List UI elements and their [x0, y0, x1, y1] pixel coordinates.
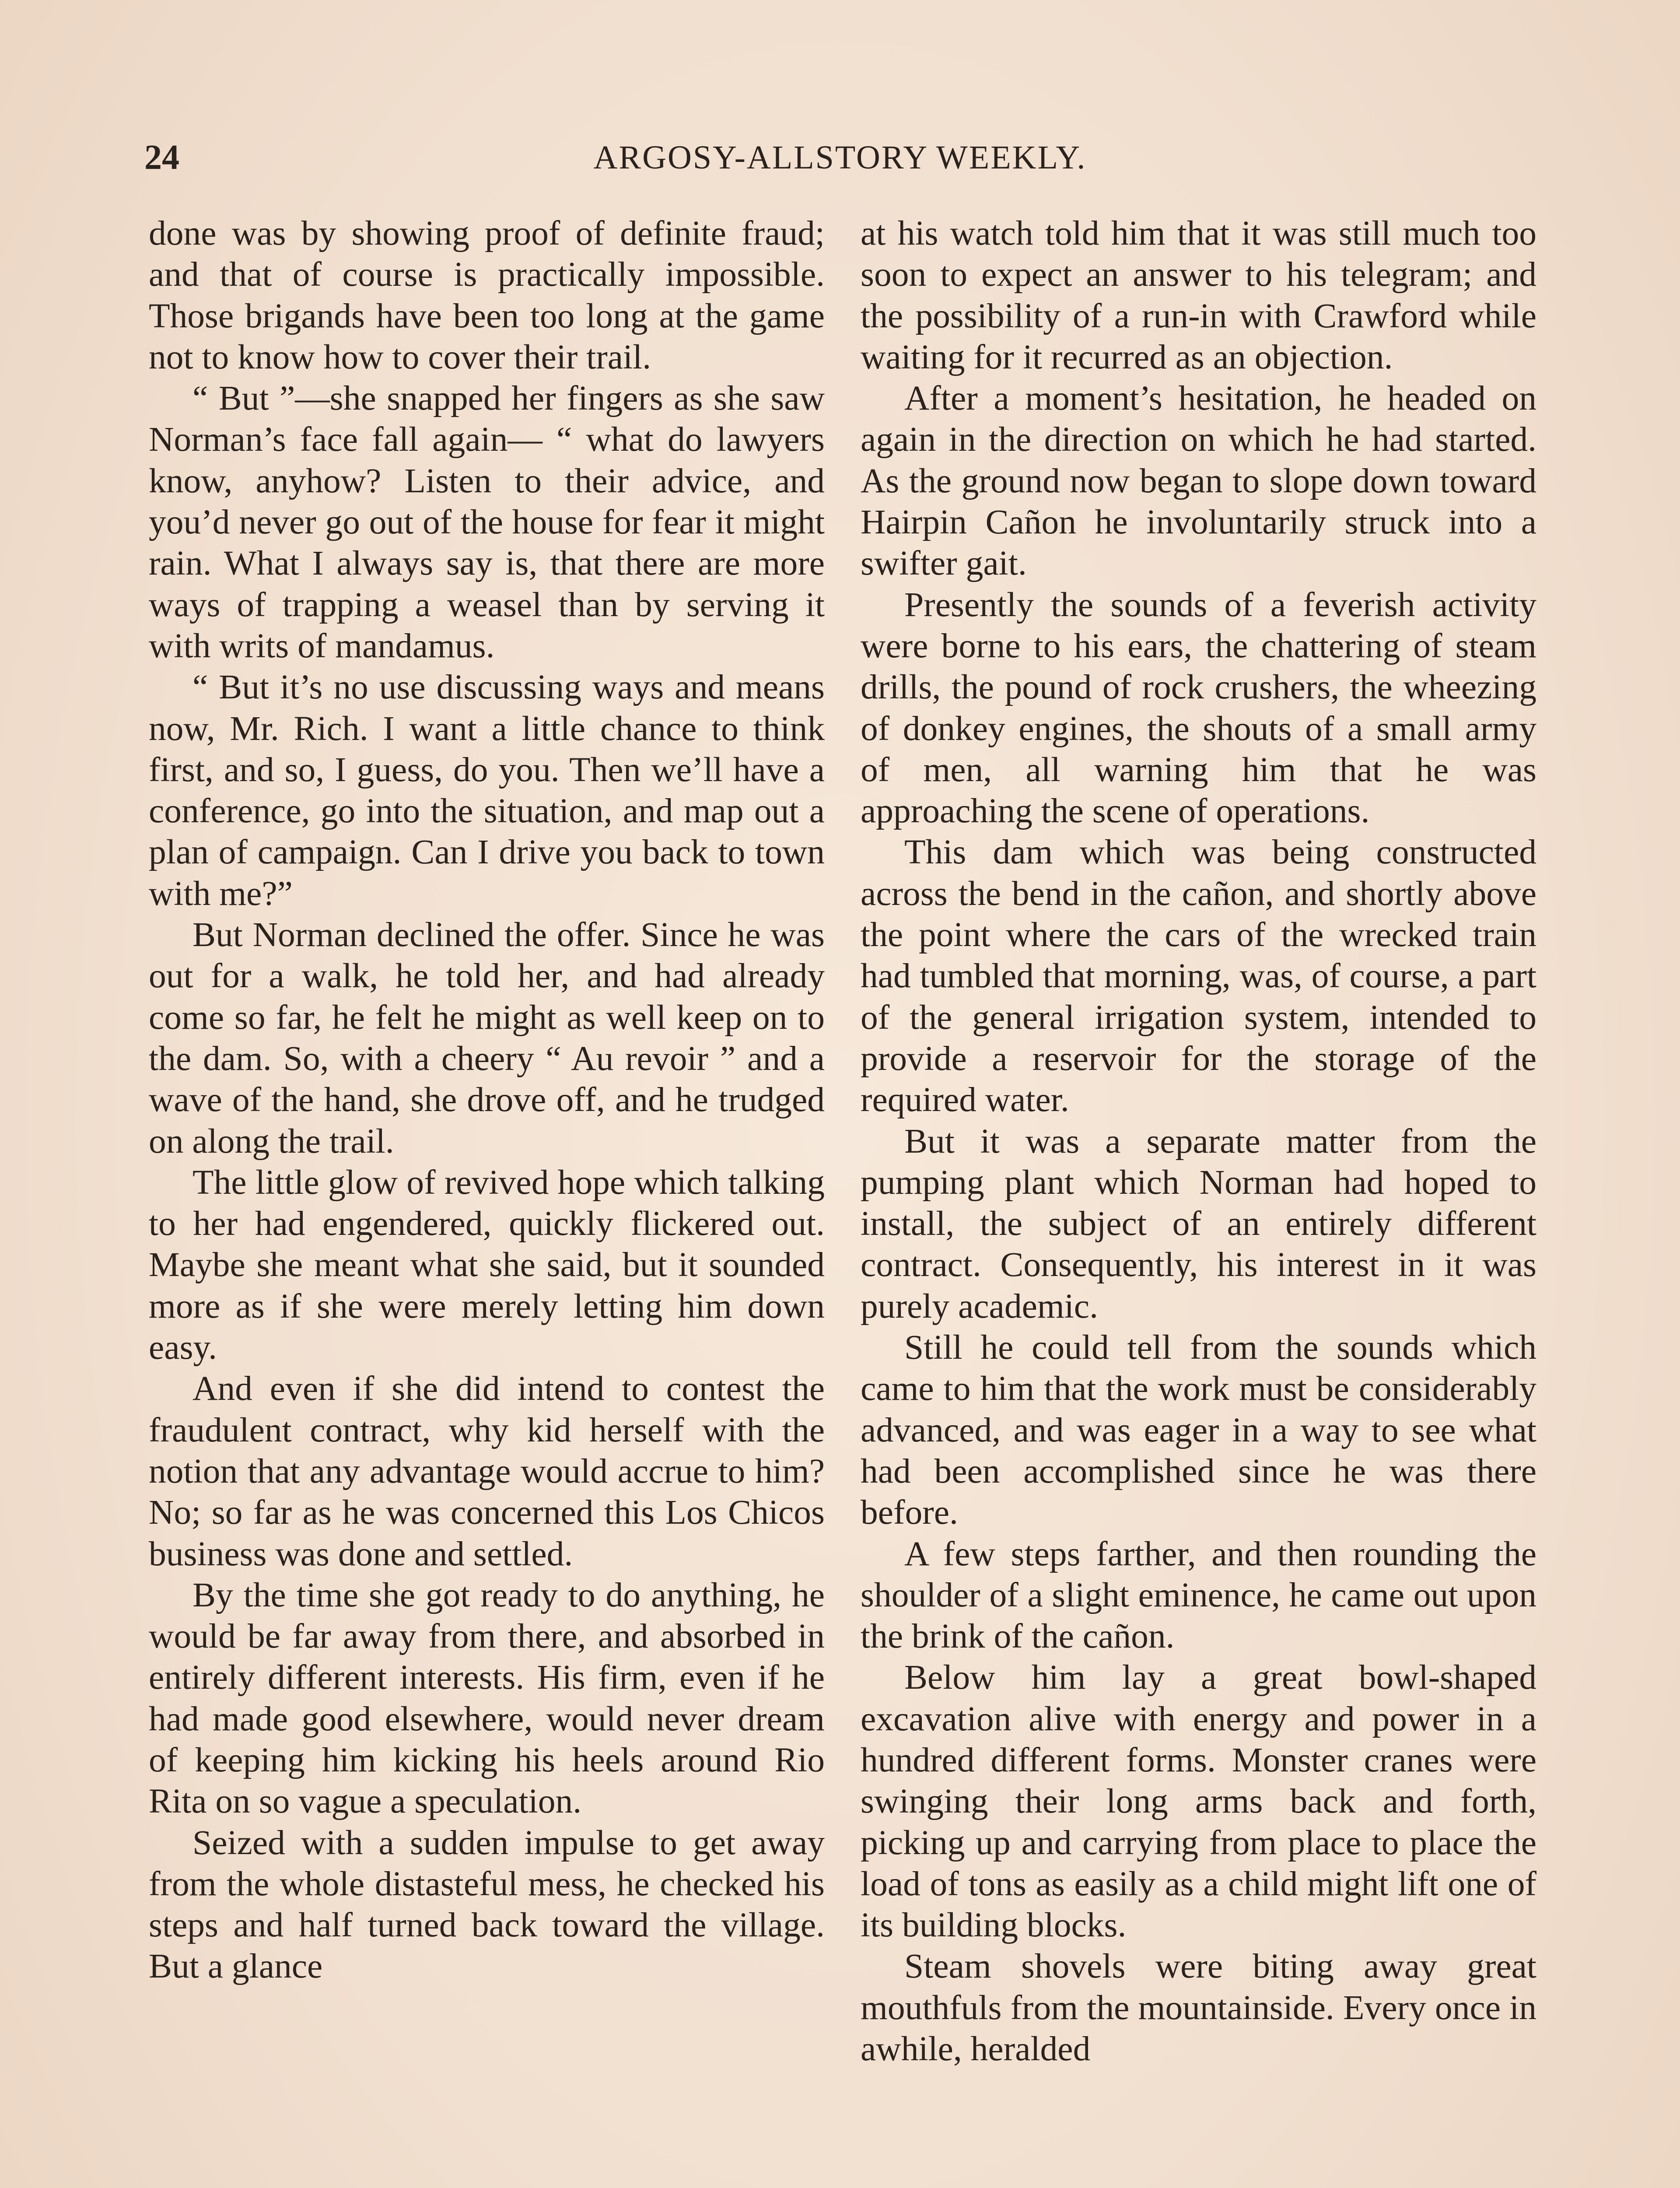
paragraph: done was by showing proof of definite fraud; and that of course is practically impossible. Those brigands have been too long at the game not to know how to cover their trail.: [149, 214, 825, 376]
paragraph: After a moment’s hesitation, he headed on again in the direction on which he had started. As the ground now began to slope down toward Hairpin Cañon he involuntarily struck into a swifter gait.: [861, 379, 1536, 583]
page-number: 24: [144, 138, 179, 177]
paragraph: Below him lay a great bowl-shaped excavation alive with energy and power in a hundred different forms. Monster cranes were swinging their long arms back and forth, picking up and carrying from place to place the load of tons as easily as a child might lift one of its building blocks.: [861, 1658, 1536, 1945]
running-head: ARGOSY-ALLSTORY WEEKLY.: [593, 139, 1087, 176]
paragraph: Steam shovels were biting away great mouthfuls from the mountainside. Every once in awhile, heralded: [861, 1947, 1536, 2069]
paragraph: A few steps farther, and then rounding the shoulder of a slight eminence, he came out upon the brink of the cañon.: [861, 1534, 1536, 1656]
right-column: [861, 213, 1536, 2069]
paragraph: By the time she got ready to do anything, he would be far away from there, and absorbed in entirely different interests. His firm, even if he had made good elsewhere, would never dream of keeping him kicking his heels around Rio Rita on so vague a speculation.: [149, 1575, 825, 1821]
paragraph: And even if she did intend to contest the fraudulent contract, why kid herself with the notion that any advantage would accrue to him? No; so far as he was concerned this Los Chicos business was done and settled.: [149, 1369, 825, 1573]
paragraph: “ But ”—she snapped her fingers as she saw Norman’s face fall again— “ what do lawyers know, anyhow? Listen to their advice, and you’d never go out of the house for fear it might rain. What I always say is, that there are more ways of trapping a weasel than by serving it with writs of mandamus.: [149, 379, 825, 665]
paragraph: Presently the sounds of a feverish activity were borne to his ears, the chattering of steam drills, the pound of rock crushers, the wheezing of donkey engines, the shouts of a small army of men, all warning him that he was approaching the scene of operations.: [861, 585, 1536, 831]
paragraph: But it was a separate matter from the pumping plant which Norman had hoped to install, the subject of an entirely different contract. Consequently, his interest in it was purely academic.: [861, 1122, 1536, 1325]
paragraph: “ But it’s no use discussing ways and means now, Mr. Rich. I want a little chance to think first, and so, I guess, do you. Then we’ll have a conference, go into the situation, and map out a plan of campaign. Can I drive you back to town with me?”: [149, 668, 825, 913]
paragraph: This dam which was being constructed across the bend in the cañon, and shortly above the point where the cars of the wrecked train had tumbled that morning, was, of course, a part of the general irrigation system, intended to provide a reservoir for the storage of the required water.: [861, 833, 1536, 1119]
page-header: [144, 131, 1536, 184]
paragraph: Seized with a sudden impulse to get away from the whole distasteful mess, he checked his steps and half turned back toward the village. But a glance: [149, 1823, 825, 1986]
paragraph: But Norman declined the offer. Since he was out for a walk, he told her, and had already come so far, he felt he might as well keep on to the dam. So, with a cheery “ Au revoir ” and a wave of the hand, she drove off, and he trudged on along the trail.: [149, 915, 825, 1161]
paragraph: The little glow of revived hope which talking to her had engendered, quickly flickered out. Maybe she meant what she said, but it sounded more as if she were merely letting him down easy.: [149, 1163, 825, 1367]
left-column: [149, 213, 825, 1987]
paragraph: at his watch told him that it was still much too soon to expect an answer to his telegram; and the possibility of a run-in with Crawford while waiting for it recurred as an objection.: [861, 214, 1536, 376]
paragraph: Still he could tell from the sounds which came to him that the work must be considerably advanced, and was eager in a way to see what had been accomplished since he was there before.: [861, 1328, 1536, 1532]
